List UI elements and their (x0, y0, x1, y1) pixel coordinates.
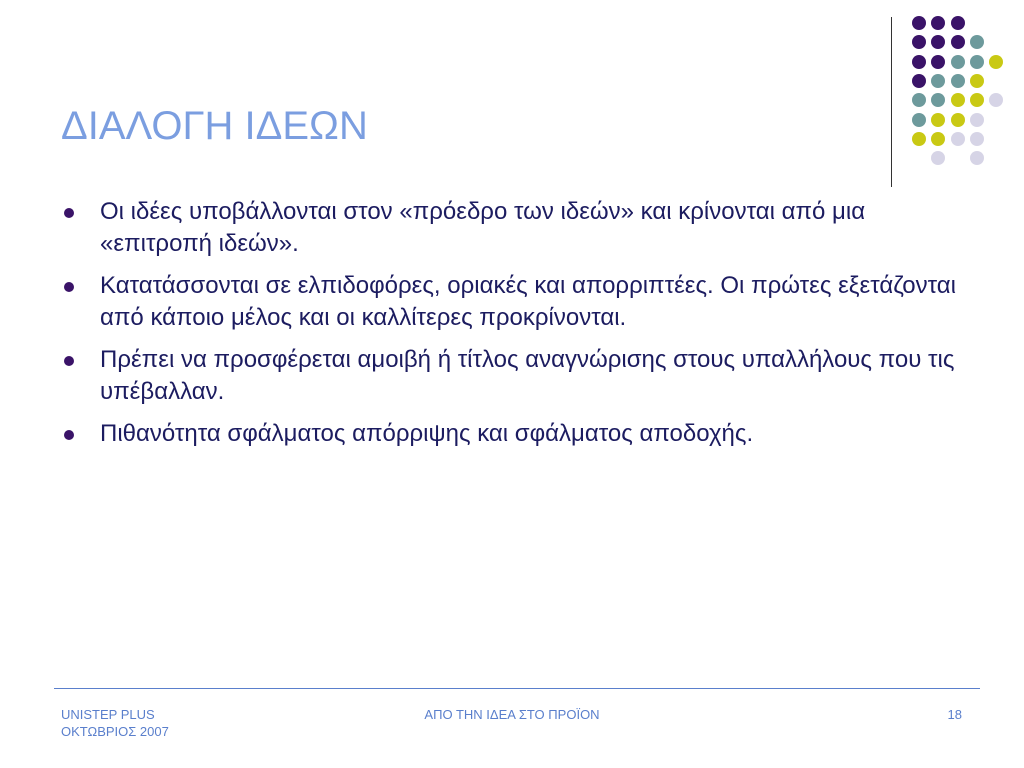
bullet-item (60, 196, 970, 260)
vertical-divider (891, 17, 892, 187)
decor-dot-purple (912, 35, 926, 49)
decor-dot-teal (912, 93, 926, 107)
bullet-list (60, 196, 970, 460)
bullet-item (60, 270, 970, 334)
footer-divider (54, 688, 980, 689)
decor-dot-teal (931, 93, 945, 107)
decor-dot-yellow (912, 132, 926, 146)
decor-dot-lavender (970, 113, 984, 127)
decor-dot-purple (912, 16, 926, 30)
decor-dot-lavender (989, 93, 1003, 107)
bullet-text: Οι ιδέες υποβάλλονται στον «πρόεδρο των ιδεών» και κρίνονται από μια «επιτροπή ιδεών». (100, 198, 866, 257)
decor-dot-yellow (970, 74, 984, 88)
decor-dot-teal (931, 74, 945, 88)
dot-grid-decoration (0, 0, 1024, 200)
bullet-text: Κατατάσσονται σε ελπιδοφόρες, οριακές και απορριπτέες. Οι πρώτες εξετάζονται από κάποιο μέλος και οι καλλίτερες προκρίνονται. (100, 272, 956, 331)
decor-dot-purple (931, 35, 945, 49)
decor-dot-lavender (931, 151, 945, 165)
decor-dot-purple (931, 16, 945, 30)
decor-dot-yellow (970, 93, 984, 107)
bullet-dot-icon (64, 282, 74, 292)
bullet-item (60, 344, 970, 408)
decor-dot-lavender (951, 132, 965, 146)
decor-dot-teal (970, 35, 984, 49)
decor-dot-purple (931, 55, 945, 69)
decor-dot-yellow (951, 93, 965, 107)
footer-date: ΟΚΤΩΒΡΙΟΣ 2007 (61, 724, 169, 739)
decor-dot-purple (912, 55, 926, 69)
bullet-item (60, 418, 970, 450)
footer-page-number: 18 (947, 707, 962, 722)
decor-dot-yellow (931, 113, 945, 127)
footer-organization: UNISTEP PLUS (61, 707, 155, 722)
bullet-dot-icon (64, 356, 74, 366)
decor-dot-lavender (970, 132, 984, 146)
decor-dot-teal (970, 55, 984, 69)
decor-dot-purple (951, 35, 965, 49)
decor-dot-purple (912, 74, 926, 88)
decor-dot-yellow (989, 55, 1003, 69)
bullet-text: Πιθανότητα σφάλματος απόρριψης και σφάλματος αποδοχής. (100, 420, 754, 447)
decor-dot-teal (912, 113, 926, 127)
decor-dot-teal (951, 74, 965, 88)
decor-dot-purple (951, 16, 965, 30)
bullet-dot-icon (64, 208, 74, 218)
decor-dot-teal (951, 55, 965, 69)
decor-dot-yellow (951, 113, 965, 127)
decor-dot-yellow (931, 132, 945, 146)
bullet-dot-icon (64, 430, 74, 440)
bullet-text: Πρέπει να προσφέρεται αμοιβή ή τίτλος αναγνώρισης στους υπαλλήλους που τις υπέβαλλαν. (100, 346, 955, 405)
footer-presentation-title: ΑΠΟ ΤΗΝ ΙΔΕΑ ΣΤΟ ΠΡΟΪΟΝ (424, 707, 600, 722)
decor-dot-lavender (970, 151, 984, 165)
slide-title: ΔΙΑΛΟΓΗ ΙΔΕΩΝ (61, 104, 368, 148)
